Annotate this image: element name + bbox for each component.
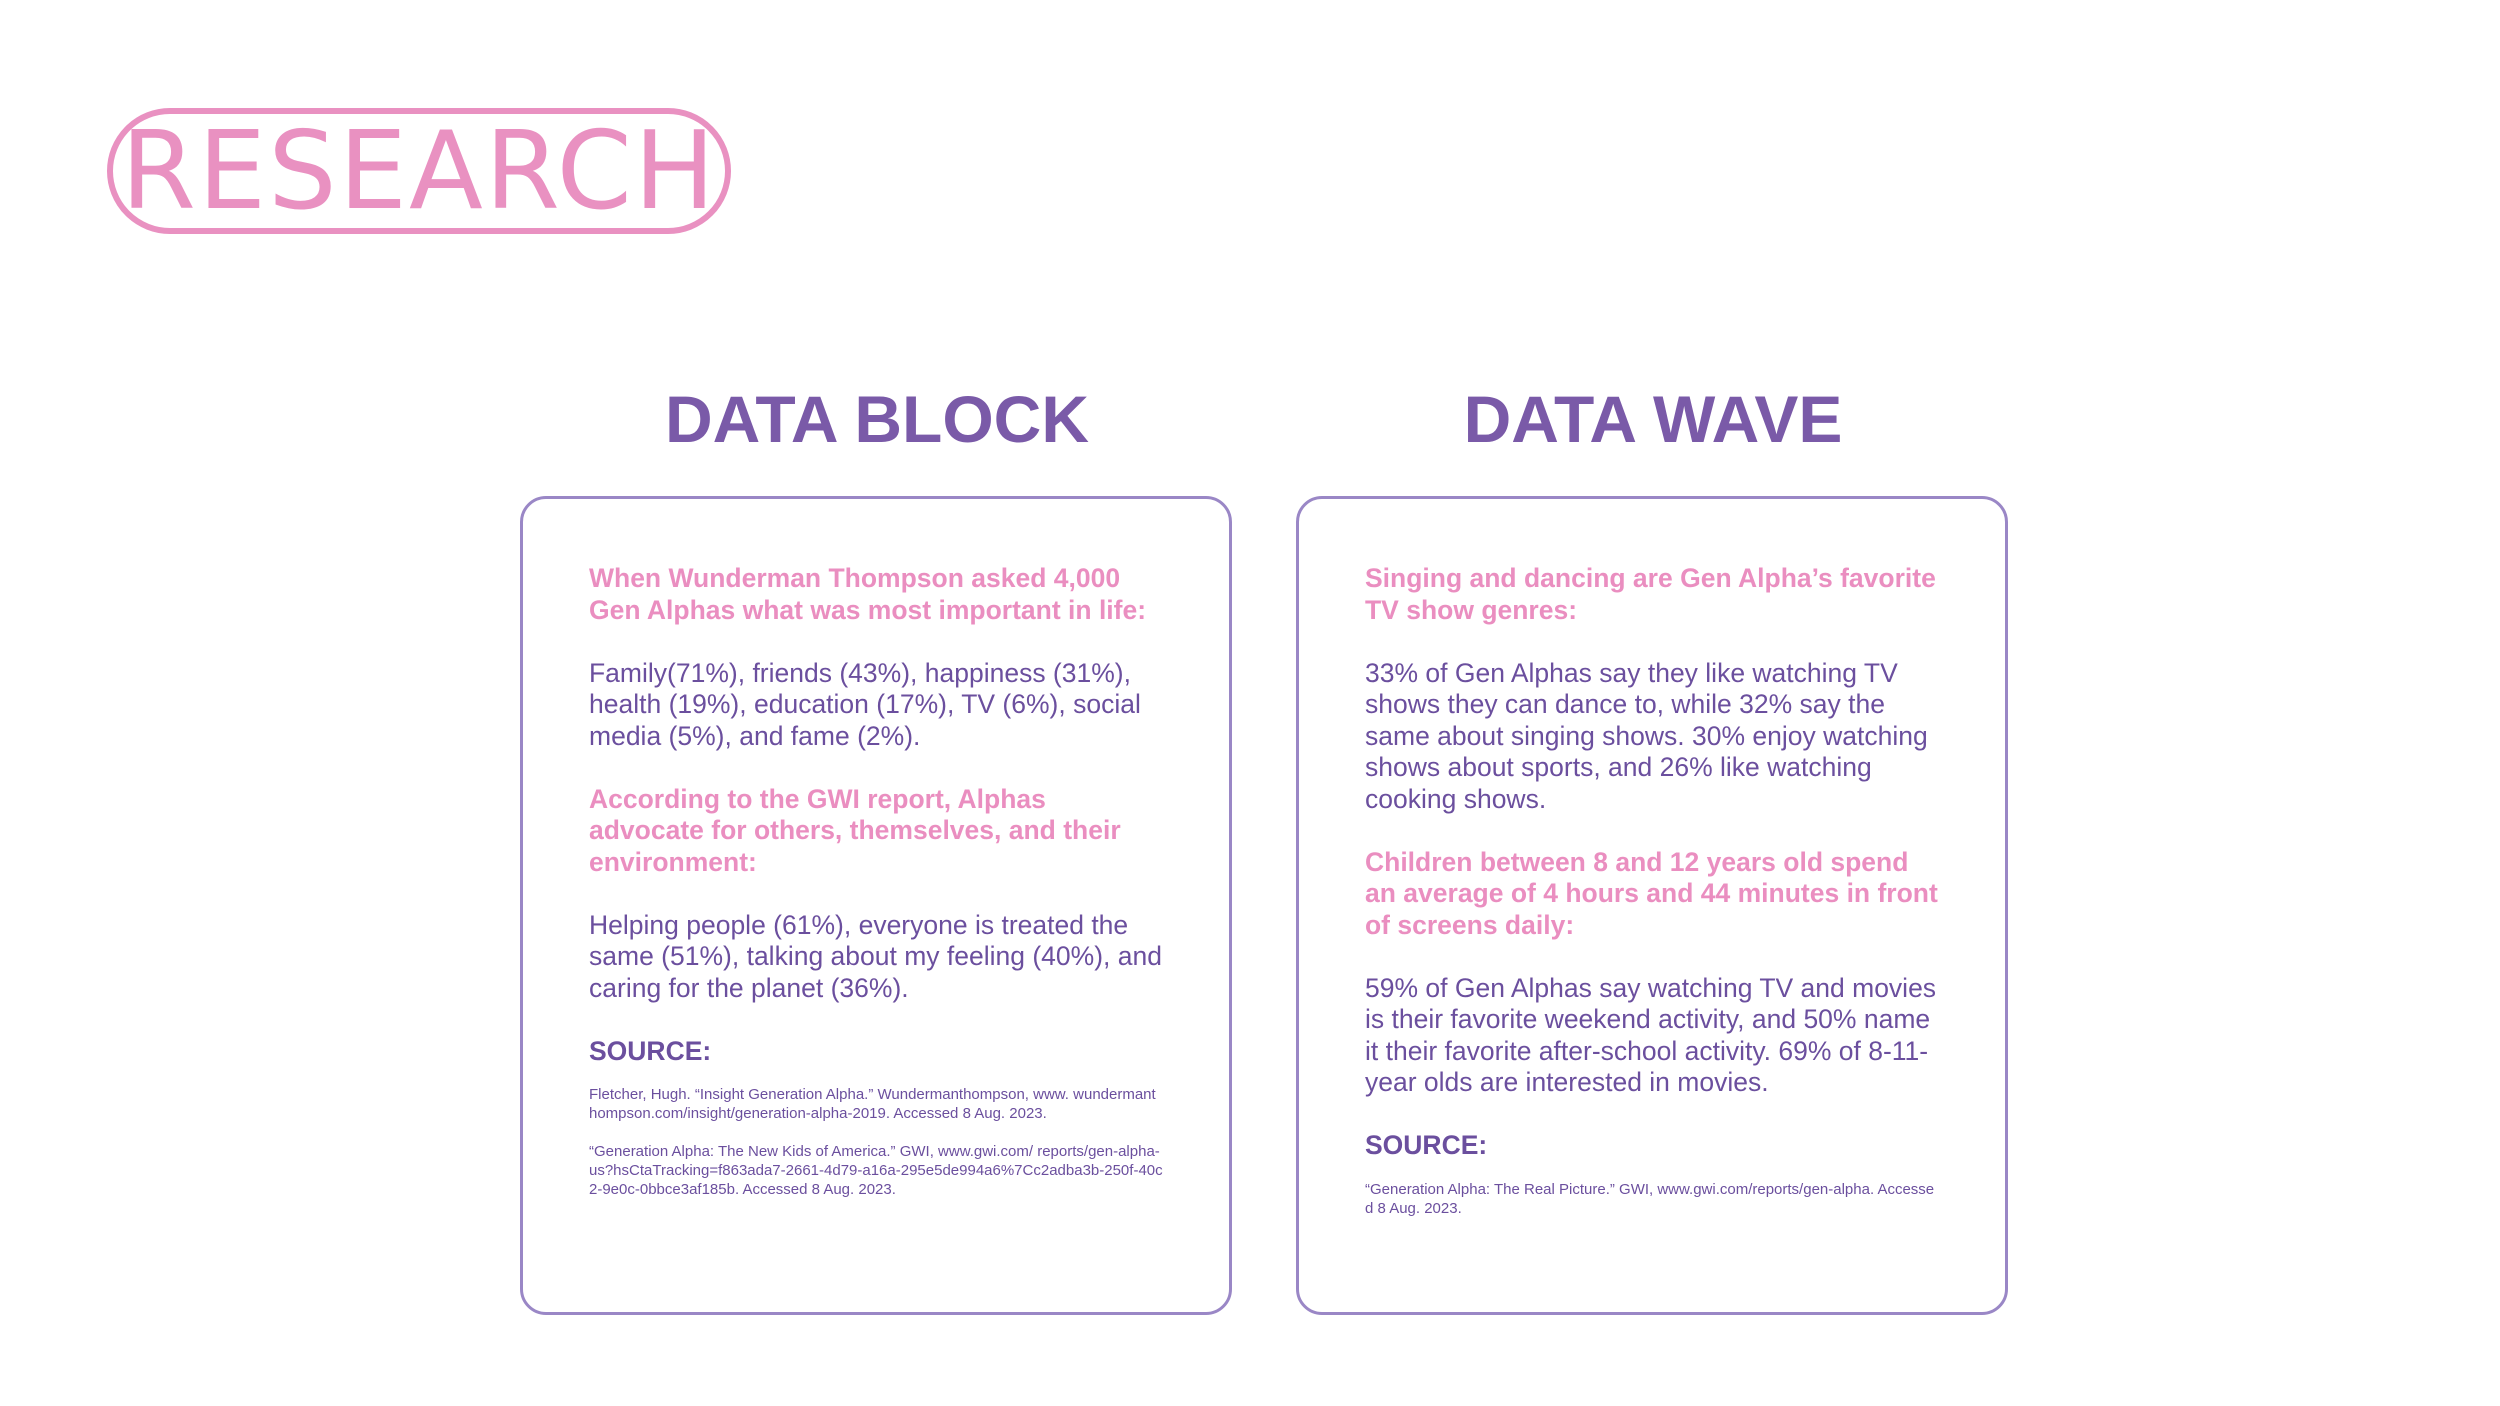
block-body: Helping people (61%), everyone is treated the same (51%), talking about my feeling (40%), and caring for the planet (36%). [589, 909, 1162, 1003]
data-block-title: DATA BLOCK [664, 382, 1090, 456]
data-wave-title: DATA WAVE [1463, 382, 1843, 456]
citation: “Generation Alpha: The New Kids of America.” GWI, www.gwi.com/ reports/gen-alpha-us?hsCtaTracking=f863ada7-2661-4d79-a16a-295e5de994a6%7Cc2adba3b-250f-40c2-9e0c-0bbce3af185b. Accessed 8 Aug. 2023. [589, 1143, 1163, 1198]
block-body: 59% of Gen Alphas say watching TV and movies is their favorite weekend activity, and 50% name it their favorite after-school activity. 69% of 8-11-year olds are interested in movies. [1365, 972, 1937, 1097]
citation: Fletcher, Hugh. “Insight Generation Alpha.” Wundermanthompson, www. wundermanthompson.com/insight/generation-alpha-2019. Accessed 8 Aug. 2023. [589, 1086, 1156, 1122]
page-title: RESEARCH [120, 109, 718, 234]
block-body: Family(71%), friends (43%), happiness (31%), health (19%), education (17%), TV (6%), social media (5%), and fame (2%). [589, 657, 1141, 751]
block-heading: Singing and dancing are Gen Alpha’s favorite TV show genres: [1365, 563, 1936, 625]
citation: “Generation Alpha: The Real Picture.” GWI, www.gwi.com/reports/gen-alpha. Accessed 8 Aug. 2023. [1365, 1180, 1935, 1217]
block-heading: When Wunderman Thompson asked 4,000 Gen Alphas what was most important in life: [589, 563, 1147, 625]
source-label: SOURCE: [1365, 1130, 1488, 1160]
data-wave-card [1296, 496, 2008, 1315]
research-title-badge [107, 108, 731, 234]
block-body: 33% of Gen Alphas say they like watching TV shows they can dance to, while 32% say the same about singing shows. 30% enjoy watching shows about sports, and 26% like watching cooking shows. [1365, 657, 1928, 814]
source-label: SOURCE: [589, 1035, 712, 1066]
block-heading: Children between 8 and 12 years old spend an average of 4 hours and 44 minutes in front of screens daily: [1365, 846, 1938, 940]
data-block-card [520, 496, 1232, 1315]
block-heading: According to the GWI report, Alphas advocate for others, themselves, and their environment: [589, 783, 1121, 877]
